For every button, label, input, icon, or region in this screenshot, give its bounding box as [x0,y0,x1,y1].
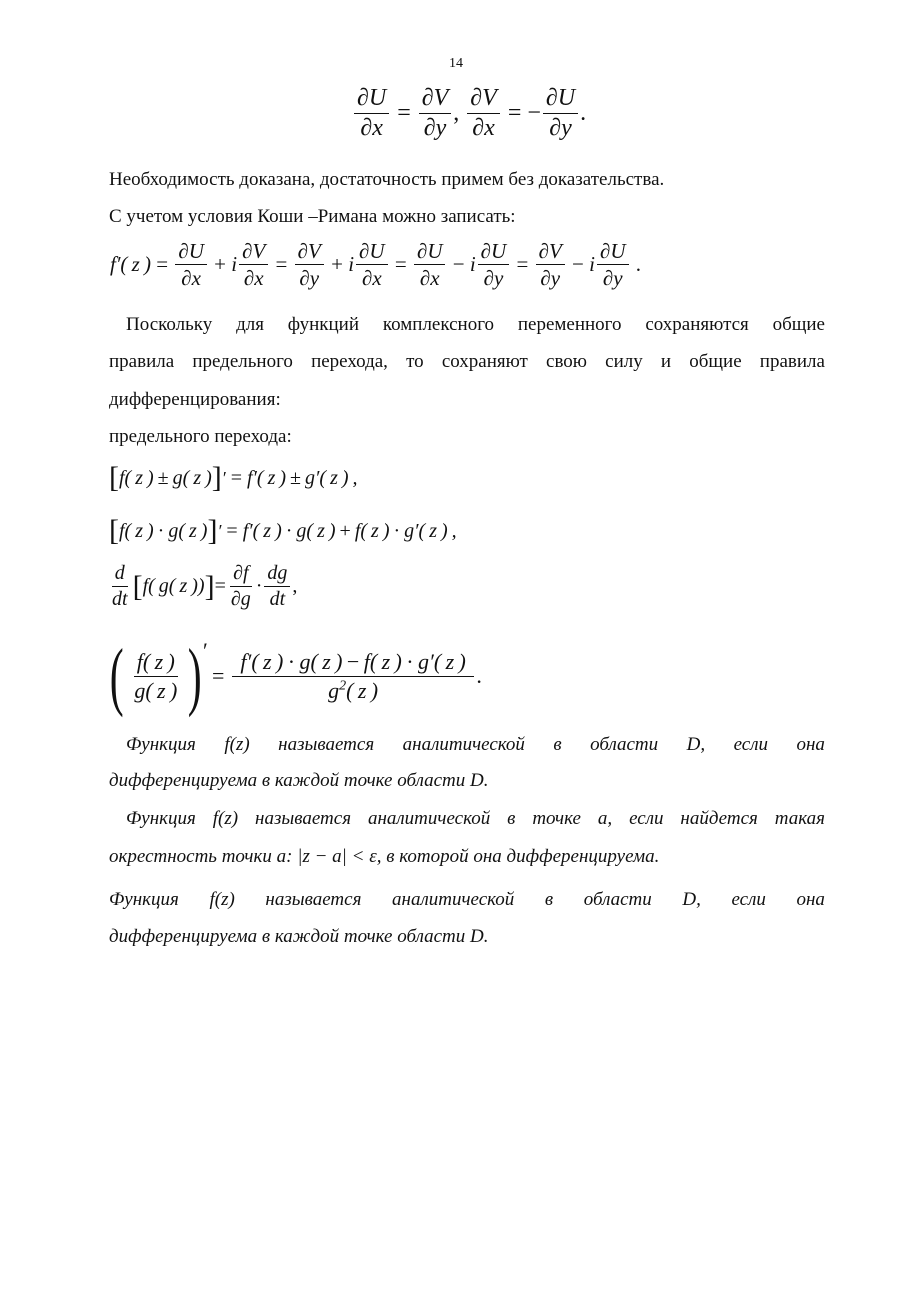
rules-line-2-word: свою [546,351,587,372]
derivative-formula: f′( z ) = $\frac{\partial U}{\partial x}$ + i $\frac{\partial V}{\partial x}$ = $\frac{\partial V}{\partial y}$ + i $\frac{\partial U}{\partial x}$ = $\frac{\partial U}{\partial x}$ − i $\frac{\partial U}{\partial y}$ = $\frac{\partial V}{\partial y}$ − i ∂U ∂y . [110,239,642,291]
rules-line-2-word: сохраняют [441,351,528,372]
definition-2-word: если [629,808,664,829]
rules-line-1-word: общие [772,314,825,335]
definition-3-word: f(z) [209,889,235,910]
definition-1-line-1 [126,734,825,756]
rules-line-1-word: Поскольку [126,314,213,335]
rules-line-2-word: правила [109,351,175,372]
definition-1-word: она [796,734,825,755]
rules-paragraph-line-1 [126,314,825,336]
definition-2-word: точке [532,808,581,829]
definition-2-word: аналитической [367,808,491,829]
definition-1-word: области [590,734,659,755]
neighbourhood-text-end: , в которой она дифференцируема. [376,846,660,867]
rules-line-2-word: то [406,351,424,372]
definition-2-word: Функция [126,808,196,829]
definition-2-word: в [507,808,516,829]
definition-2-word: a, [597,808,613,829]
definition-3-word: Функция [109,889,179,910]
definition-3-word: называется [265,889,362,910]
rules-line-1-word: функций [287,314,360,335]
rules-line-1-word: комплексного [382,314,495,335]
definition-3-word: D, [682,889,701,910]
definition-1-word: Функция [126,734,196,755]
definition-3-word: в [544,889,554,910]
definition-2-line-2 [109,846,659,868]
limit-transition-label: предельного перехода: [109,426,292,447]
definition-1-word: аналитической [402,734,525,755]
rules-line-2-word: силу [605,351,643,372]
definition-3-word: она [796,889,825,910]
neighbourhood-text: окрестность точки a: [109,846,293,867]
definition-2-word: f(z) [212,808,239,829]
rules-paragraph-line-3: дифференцирования: [109,389,281,410]
rules-line-2-word: и [660,351,672,372]
necessity-paragraph: Необходимость доказана, достаточность примем без доказательства. [109,169,665,190]
definition-3-line-2: дифференцируема в каждой точке области D. [109,926,489,947]
cauchy-paragraph: С учетом условия Коши –Римана можно записать: [109,206,516,227]
rules-line-1-word: переменного [517,314,622,335]
definition-1-line-2: дифференцируема в каждой точке области D. [109,770,489,791]
sum-rule-formula: [ f( z ) ± g( z ) ] ′ = f′( z ) ± g′( z ) , [109,461,358,494]
rules-line-1-word: для [236,314,264,335]
rules-paragraph-line-2 [109,351,825,373]
definition-1-word: f(z) [224,734,250,755]
definition-2-line-1 [126,808,825,830]
definition-1-word: в [553,734,562,755]
chain-rule-formula: d dt [ f( g( z )) ] = $\frac{\partial f}{\partial g}$ · dg dt , [112,562,298,610]
rules-line-2-word: общие [689,351,742,372]
definition-1-word: D, [686,734,706,755]
neighbourhood-inequality: |z − a| < ε [292,846,377,867]
definition-3-word: аналитической [392,889,515,910]
definition-2-word: такая [774,808,825,829]
definition-3-word: если [731,889,766,910]
product-rule-formula: [ f( z ) · g( z ) ] ′ = f′( z ) · g( z ) + f( z ) · g′( z ) , [109,514,457,547]
rules-line-1-word: сохраняются [645,314,749,335]
definition-2-word: найдется [680,808,758,829]
rules-line-2-word: правила [759,351,825,372]
definition-3-word: области [583,889,652,910]
page-number: 14 [449,56,463,71]
definition-2-word: называется [255,808,352,829]
rules-line-2-word: перехода, [311,351,388,372]
definition-3-line-1 [109,889,825,911]
quotient-rule-formula: ( f( z ) g( z ) ) ′ = $\frac{f'( z ) \cdot g( z ) - f( z ) \cdot g'( z )}{g^2( z )}$ . [109,634,482,718]
rules-line-2-word: предельного [192,351,293,372]
cauchy-riemann-equations: $\frac{\partial U}{\partial x}$ = $\frac{\partial V}{\partial y}$ , $\frac{\partial V}{\partial x}$ = − $\frac{\partial U}{\partial y}$ . [352,86,586,141]
definition-1-word: называется [278,734,375,755]
definition-1-word: если [733,734,769,755]
